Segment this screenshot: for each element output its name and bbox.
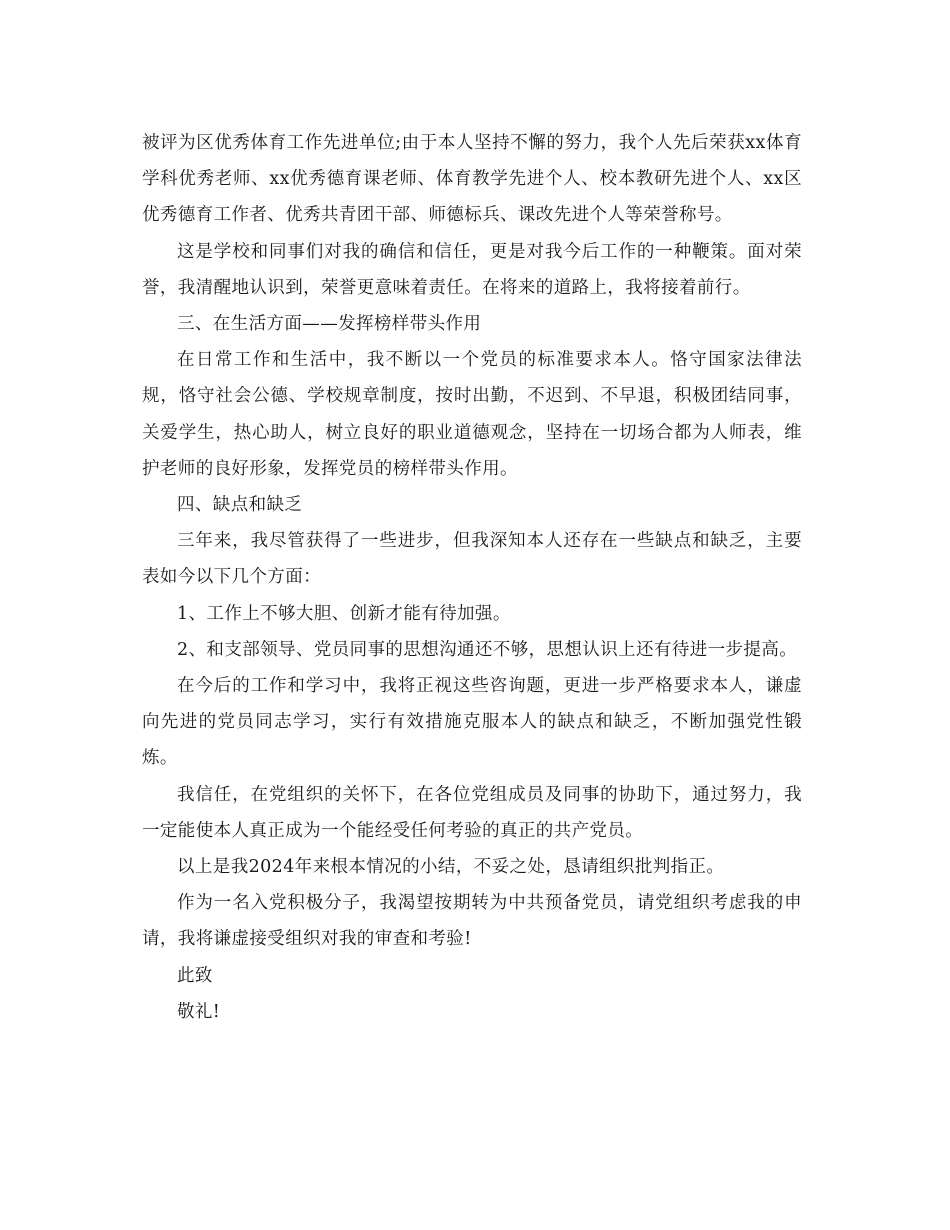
list-item-2: 2、和支部领导、党员同事的思想沟通还不够，思想认识上还有待进一步提高。 xyxy=(177,639,798,660)
closing-salutation: 此致 xyxy=(177,965,213,986)
paragraph-honors: 被评为区优秀体育工作先进单位;由于本人坚持不懈的努力，我个人先后荣获xx体育学科优秀老师、xx优秀德育课老师、体育教学先进个人、校本教研先进个人、xx区优秀德育工作者、优秀共青团干部、师德标兵、课改先进个人等荣誉称号。 xyxy=(142,133,802,226)
list-item-1: 1、工作上不够大胆、创新才能有待加强。 xyxy=(177,603,511,624)
paragraph-daily-life: 在日常工作和生活中，我不断以一个党员的标准要求本人。恪守国家法律法规，恪守社会公德、学校规章制度，按时出勤，不迟到、不早退，积极团结同事，关爱学生，热心助人，树立良好的职业道德观念，坚持在一切场合都为人师表，维护老师的良好形象，发挥党员的榜样带头作用。 xyxy=(142,350,802,479)
section-heading-shortcomings: 四、缺点和缺乏 xyxy=(177,495,303,516)
paragraph-application: 作为一名入党积极分子，我渴望按期转为中共预备党员，请党组织考虑我的申请，我将谦虚接受组织对我的审查和考验! xyxy=(142,893,802,950)
section-heading-life: 三、在生活方面——发挥榜样带头作用 xyxy=(177,314,482,335)
paragraph-belief: 我信任，在党组织的关怀下，在各位党组成员及同事的协助下，通过努力，我一定能使本人真正成为一个能经受任何考验的真正的共产党员。 xyxy=(142,784,802,841)
paragraph-future-work: 在今后的工作和学习中，我将正视这些咨询题，更进一步严格要求本人，谦虚向先进的党员同志学习，实行有效措施克服本人的缺点和缺乏，不断加强党性锻炼。 xyxy=(142,676,802,769)
paragraph-encouragement: 这是学校和同事们对我的确信和信任，更是对我今后工作的一种鞭策。面对荣誉，我清醒地认识到，荣誉更意味着责任。在将来的道路上，我将接着前行。 xyxy=(142,241,802,298)
closing-regards: 敬礼! xyxy=(177,1001,221,1022)
document-body xyxy=(142,125,802,1030)
paragraph-shortcomings-intro: 三年来，我尽管获得了一些进步，但我深知本人还存在一些缺点和缺乏，主要表如今以下几个方面： xyxy=(142,531,802,588)
paragraph-summary: 以上是我2024年来根本情况的小结，不妥之处，恳请组织批判指正。 xyxy=(177,857,725,878)
